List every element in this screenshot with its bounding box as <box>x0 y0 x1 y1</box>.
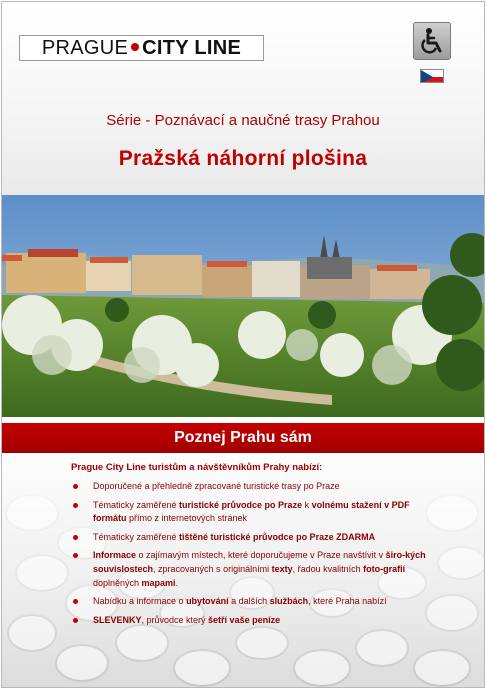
item-text-bold: mapami <box>141 577 176 588</box>
item-text: , zpracovaných s originálními <box>153 563 272 574</box>
logo-text-city-line: CITY LINE <box>142 36 242 59</box>
item-text: Tématicky zaměřené <box>93 531 180 542</box>
brochure-page <box>1 1 485 688</box>
item-text: přímo z internetových stránek <box>126 513 248 524</box>
item-text: doplněných <box>93 577 142 588</box>
info-section <box>2 453 484 688</box>
item-text: Tématicky zaměřené <box>93 499 180 510</box>
offer-list <box>71 480 431 627</box>
logo-dot <box>131 43 139 51</box>
hero-photo <box>2 195 484 417</box>
item-text: . <box>175 577 179 588</box>
page-title: Pražská náhorní plošina <box>118 147 368 170</box>
item-text-bold: volnému stažení v PDF formátu <box>93 499 410 524</box>
wheelchair-icon <box>419 27 445 55</box>
item-text-bold: texty <box>271 563 293 574</box>
item-text-bold: Informace <box>93 550 137 561</box>
header <box>2 2 484 195</box>
item-text: Doporučené a přehledně zpracované turistické trasy po Praze <box>93 481 340 491</box>
item-text-bold: šetří vaše peníze <box>208 614 281 625</box>
accessibility-button[interactable] <box>413 22 451 60</box>
item-text-bold: širo-kých souvislostech <box>93 550 426 574</box>
banner-title: Poznej Prahu sám <box>2 423 484 453</box>
intro-text: Prague City Line turistům a návštěvníkům Prahy nabízí: <box>71 462 323 473</box>
logo[interactable] <box>19 35 264 61</box>
item-text-bold: foto-grafií <box>363 563 406 574</box>
item-text: , které Praha nabízí <box>308 596 387 607</box>
list-item <box>71 549 431 590</box>
item-text: , průvodce který <box>141 614 209 625</box>
list-item <box>71 595 431 609</box>
czech-flag-icon[interactable] <box>420 69 444 83</box>
list-item <box>71 480 431 494</box>
logo-text-prague: PRAGUE <box>41 36 129 59</box>
item-text: , řadou kvalitních <box>292 563 364 574</box>
item-text-bold: turistické průvodce po Praze <box>179 499 303 510</box>
item-text-bold: službách <box>269 596 309 607</box>
list-item <box>71 614 431 628</box>
item-text: Nabídku a informace o <box>93 596 187 607</box>
item-text: k <box>302 499 312 510</box>
item-text-bold: SLEVENKY <box>93 614 142 625</box>
list-item <box>71 531 431 545</box>
item-text: a dalších <box>228 596 270 607</box>
list-item <box>71 499 431 526</box>
item-text-bold: tištěné turistické průvodce po Praze ZDARMA <box>179 531 376 542</box>
item-text: o zajímavým místech, které doporučujeme v Praze navštívit v <box>136 550 386 561</box>
item-text-bold: ubytování <box>186 596 229 607</box>
series-subtitle: Série - Poznávací a naučné trasy Prahou <box>106 112 380 129</box>
info-content <box>2 453 484 688</box>
